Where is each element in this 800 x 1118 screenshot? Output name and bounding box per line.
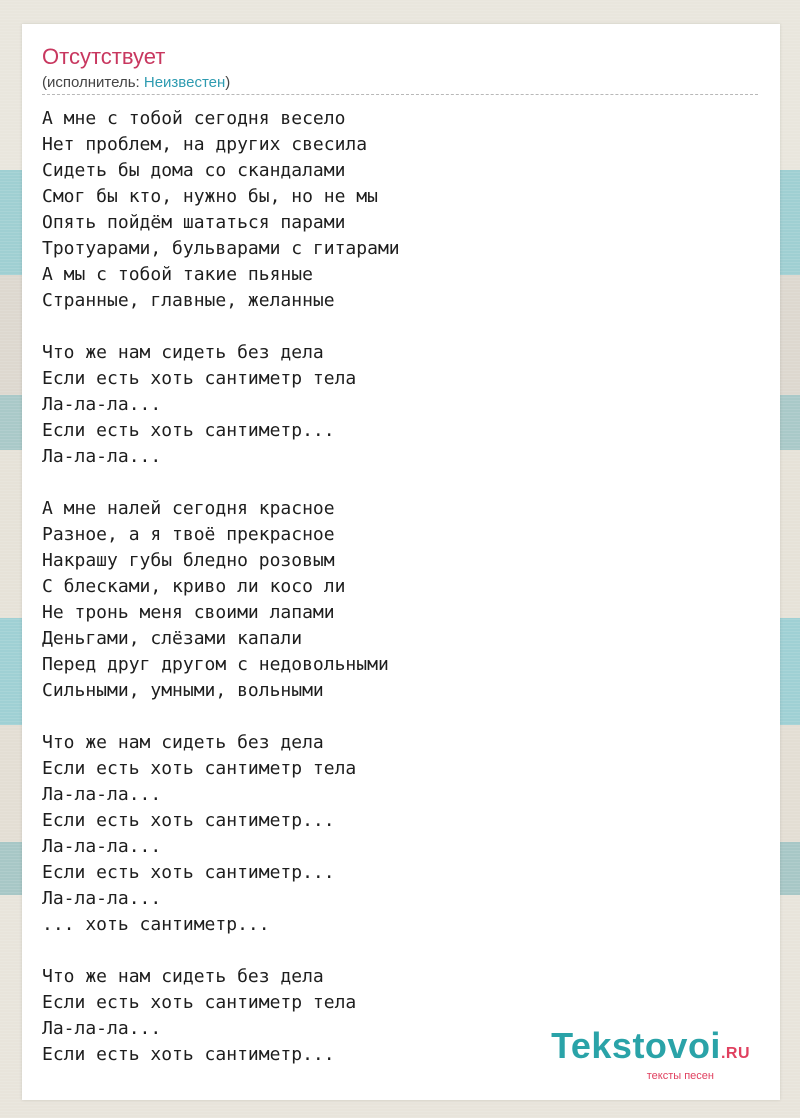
song-title: Отсутствует	[42, 44, 166, 69]
lyrics-text: А мне с тобой сегодня весело Нет проблем, на других свесила Сидеть бы дома со скандалами Смог бы кто, нужно бы, но не мы Опять пойдём шататься парами Тротуарами, бульварами с гитарами А мы с тобой такие пьяные Странные, главные, желанные Что же нам сидеть без дела Если есть хоть сантиметр тела Ла-ла-ла... Если есть хоть сантиметр... Ла-ла-ла... А мне налей сегодня красное Разное, а я твоё прекрасное Накрашу губы бледно розовым С блесками, криво ли косо ли Не тронь меня своими лапами Деньгами, слёзами капали Перед друг другом с недовольными Сильными, умными, вольными Что же нам сидеть без дела Если есть хоть сантиметр тела Ла-ла-ла... Если есть хоть сантиметр... Ла-ла-ла... Если есть хоть сантиметр... Ла-ла-ла... ... хоть сантиметр... Что же нам сидеть без дела Если есть хоть сантиметр тела Ла-ла-ла... Если есть хоть сантиметр...	[42, 108, 400, 1065]
logo-tld: .RU	[720, 1045, 750, 1062]
performer-line	[42, 74, 230, 91]
site-logo[interactable]	[551, 1025, 750, 1082]
lyrics-card	[22, 24, 780, 1100]
logo-tagline: тексты песен	[646, 1070, 714, 1082]
performer-prefix: (исполнитель:	[42, 74, 144, 91]
logo-wordmark	[551, 1025, 750, 1072]
logo-name: Tekstovoi	[551, 1025, 721, 1066]
performer-link[interactable]: Неизвестен	[143, 74, 226, 91]
title-divider	[42, 94, 758, 95]
performer-suffix: )	[225, 74, 231, 91]
